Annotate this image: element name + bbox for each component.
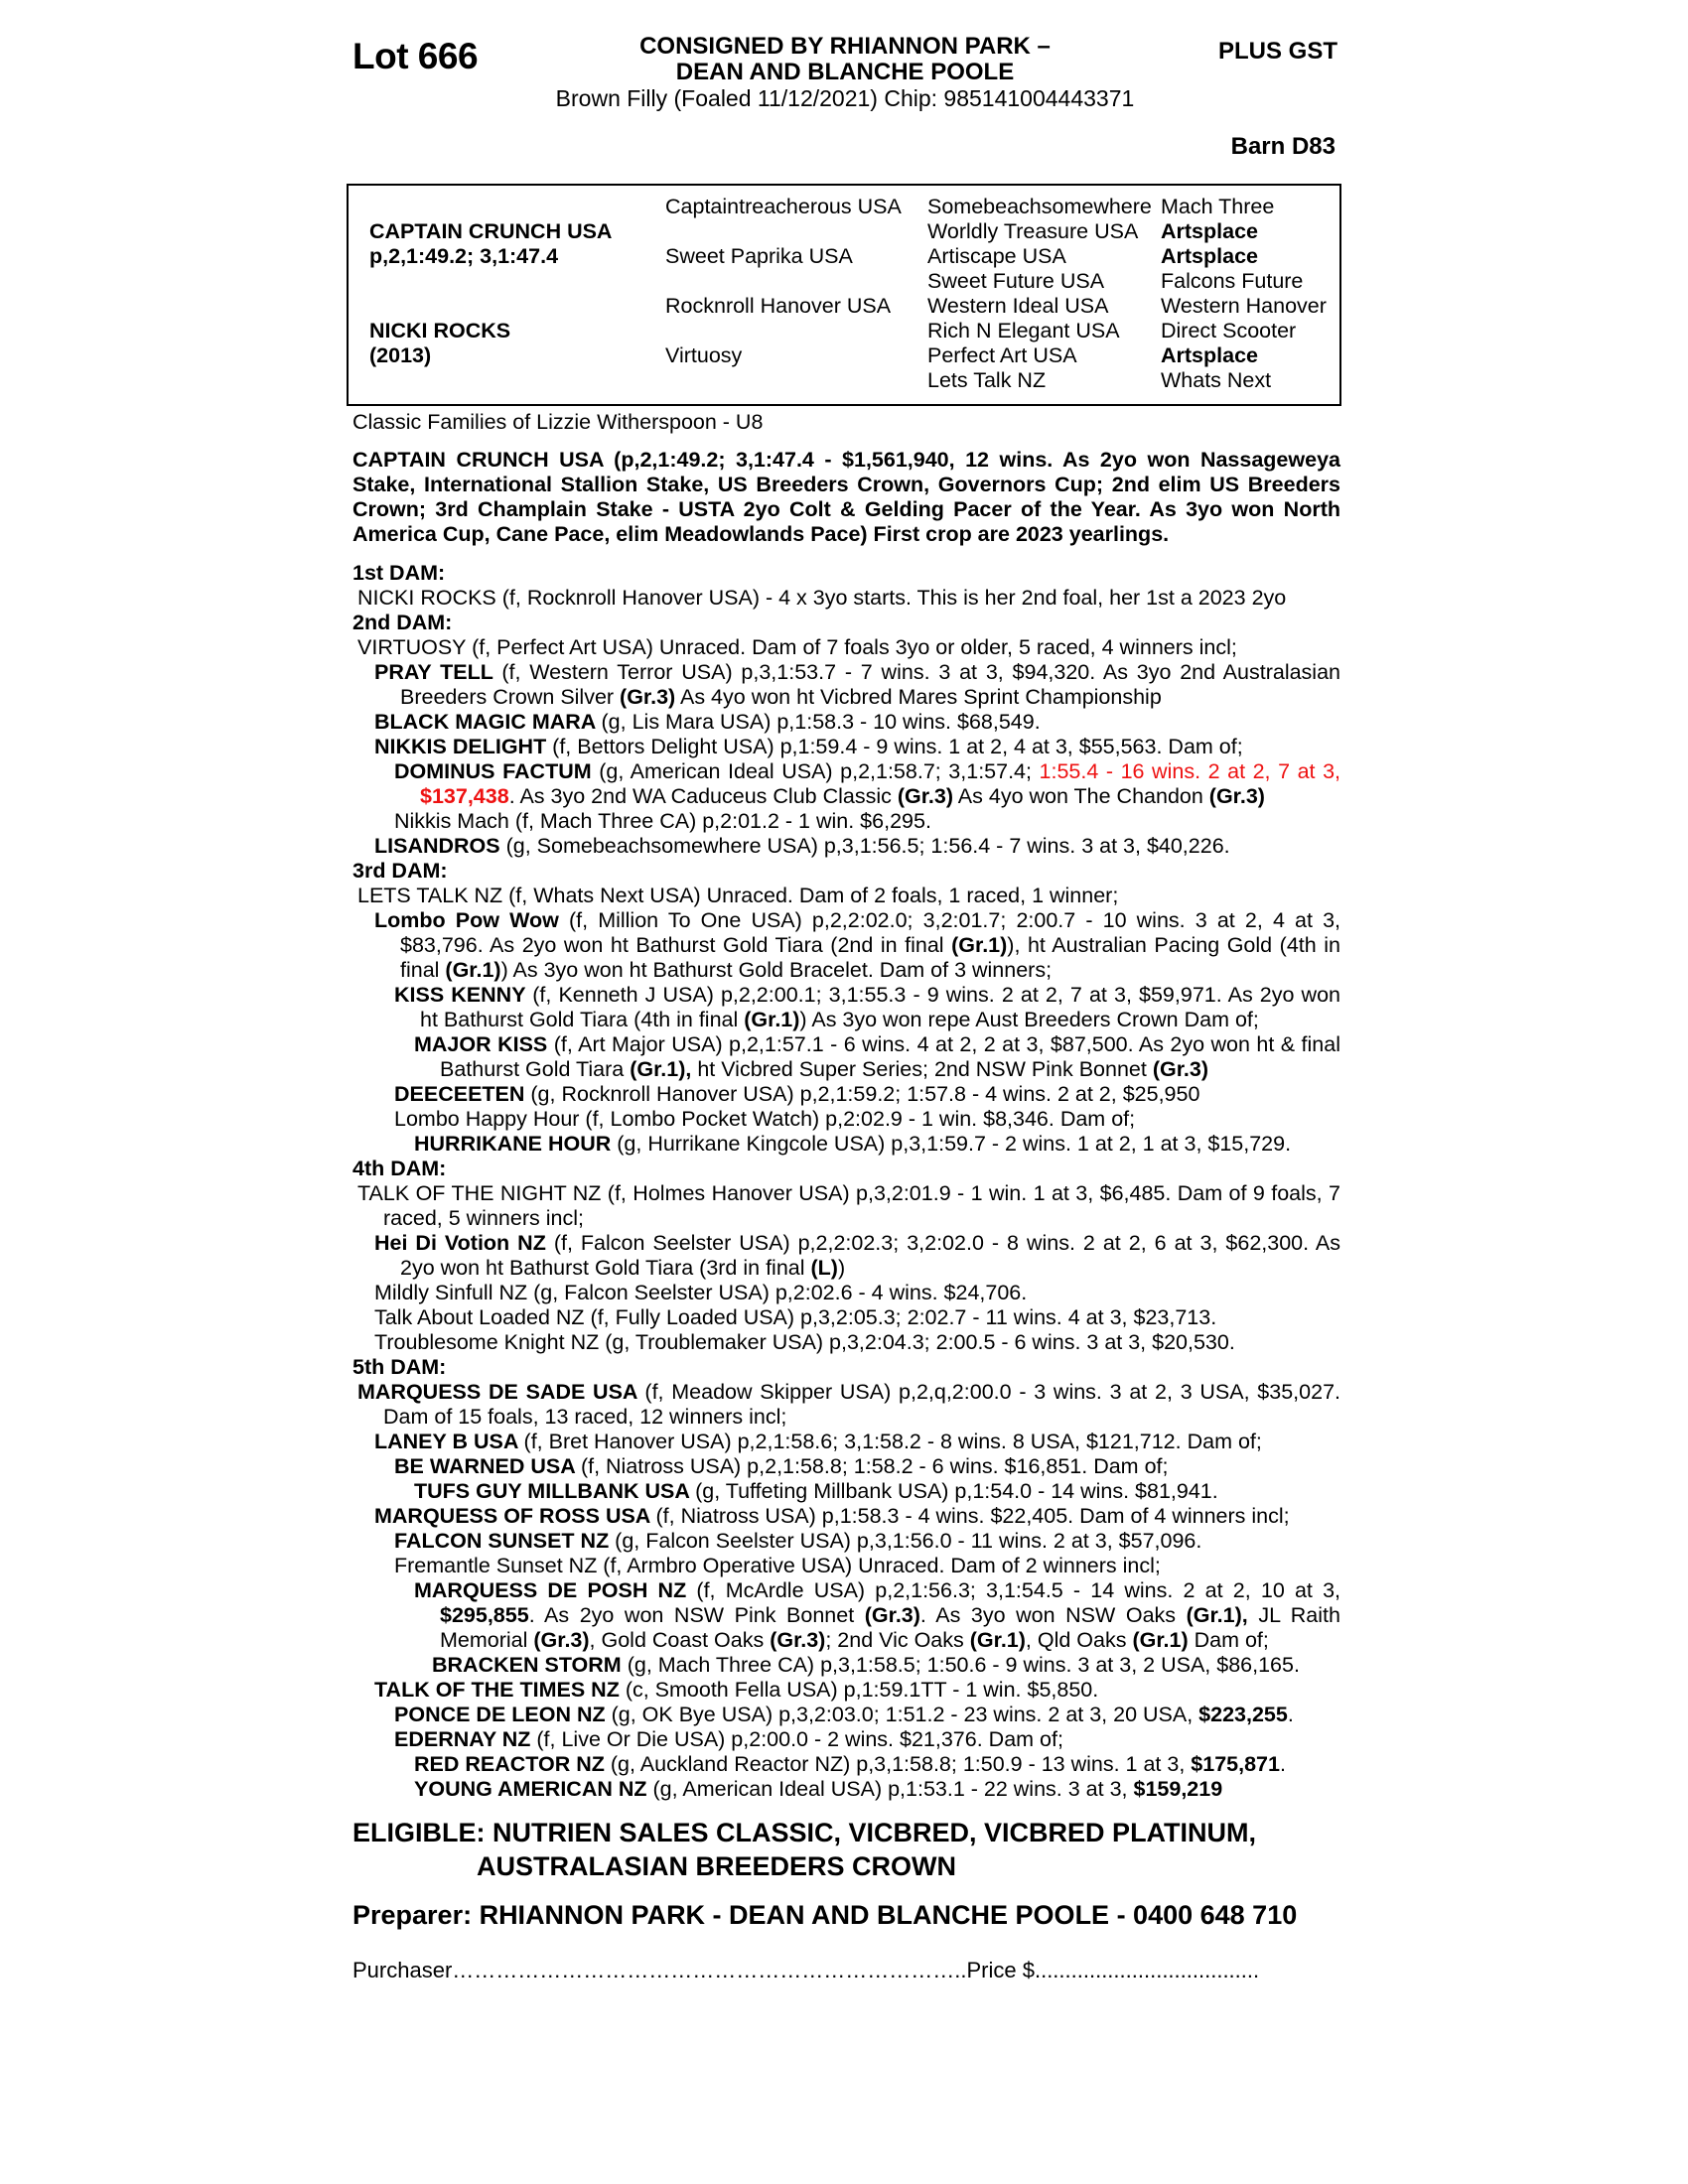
text-segment: (g, Auckland Reactor NZ) p,3,1:58.8; 1:50.9 - 13 wins. 1 at 3, bbox=[610, 1752, 1192, 1776]
text-segment: (Gr.1), bbox=[630, 1057, 692, 1081]
text-segment: . bbox=[1279, 1752, 1286, 1776]
pedigree-line bbox=[352, 1703, 1340, 1727]
pedigree-line bbox=[352, 1132, 1340, 1157]
text-segment: (Gr.3) bbox=[864, 1603, 920, 1627]
pedigree-line bbox=[352, 710, 1340, 735]
text-segment: MARQUESS DE POSH NZ bbox=[414, 1578, 697, 1602]
foaling-details: Brown Filly (Foaled 11/12/2021) Chip: 985141004443371 bbox=[555, 85, 1135, 111]
pedigree-table bbox=[347, 184, 1341, 406]
pedigree-cell-grandparent: Worldly Treasure USA bbox=[927, 219, 1139, 243]
pedigree-line bbox=[352, 611, 1340, 635]
text-segment: (g, Hurrikane Kingcole USA) p,3,1:59.7 - 2 wins. 1 at 2, 1 at 3, $15,729. bbox=[617, 1132, 1292, 1156]
text-segment: NICKI ROCKS (f, Rocknroll Hanover USA) - 4 x 3yo starts. This is her 2nd foal, her 1st a 2023 2yo bbox=[357, 586, 1287, 610]
text-segment: (Gr.1) bbox=[951, 933, 1008, 957]
text-segment: (f, Million To One USA) p,2,2:02.0; 3,2:01.7; 2:00.7 - 10 wins. 3 at 2, 4 at 3, $83,796. As 2yo won ht Bathurst Gold Tiara (2nd in final bbox=[400, 908, 1340, 957]
text-segment: Troublesome Knight NZ (g, Troublemaker USA) p,3,2:04.3; 2:00.5 - 6 wins. 3 at 3, $20,530. bbox=[374, 1330, 1235, 1354]
pedigree-cell-grandparent: Lets Talk NZ bbox=[927, 368, 1047, 392]
pedigree-line bbox=[352, 1281, 1340, 1305]
pedigree-cell-grandparent: Western Ideal USA bbox=[927, 294, 1109, 318]
pedigree-cell-parent: Rocknroll Hanover USA bbox=[665, 294, 892, 318]
text-segment: BRACKEN STORM bbox=[432, 1653, 628, 1677]
text-segment: LISANDROS bbox=[374, 834, 506, 858]
text-segment: (g, Tuffeting Millbank USA) p,1:54.0 - 14 wins. $81,941. bbox=[695, 1479, 1218, 1503]
text-segment: , Qld Oaks bbox=[1025, 1628, 1133, 1652]
pedigree-line bbox=[352, 1082, 1340, 1107]
page-header bbox=[352, 30, 1337, 179]
pedigree-line bbox=[352, 1380, 1340, 1430]
text-segment: (f, Bret Hanover USA) p,2,1:58.6; 3,1:58.2 - 8 wins. 8 USA, $121,712. Dam of; bbox=[523, 1430, 1262, 1453]
text-segment: PONCE DE LEON NZ bbox=[394, 1703, 612, 1726]
text-segment: (f, Niatross USA) p,2,1:58.8; 1:58.2 - 6 wins. $16,851. Dam of; bbox=[580, 1454, 1169, 1478]
text-segment: (g, American Ideal USA) p,2,1:58.7; 3,1:57.4; bbox=[599, 759, 1040, 783]
consignor-block bbox=[352, 34, 1337, 111]
pedigree-cell-subject: CAPTAIN CRUNCH USA bbox=[369, 219, 613, 243]
family-line: Classic Families of Lizzie Witherspoon - U8 bbox=[352, 410, 764, 434]
consignor-line2: DEAN AND BLANCHE POOLE bbox=[675, 59, 1015, 85]
pedigree-cell-greatgrandparent: Artsplace bbox=[1161, 244, 1258, 268]
pedigree-cell-greatgrandparent: Artsplace bbox=[1161, 343, 1258, 367]
text-segment: (f, McArdle USA) p,2,1:56.3; 3,1:54.5 - 14 wins. 2 at 2, 10 at 3, bbox=[696, 1578, 1340, 1602]
text-segment: (g, Mach Three CA) p,3,1:58.5; 1:50.6 - 9 wins. 3 at 3, 2 USA, $86,165. bbox=[627, 1653, 1300, 1677]
text-segment: (Gr.1) bbox=[744, 1008, 800, 1031]
pedigree-row bbox=[349, 269, 1339, 294]
text-segment: (Gr.3) bbox=[897, 784, 954, 808]
purchaser-price-line: Purchaser……………………………………………………………..Price $..................................... bbox=[352, 1958, 1260, 1982]
text-segment: JL Raith Memorial bbox=[440, 1603, 1340, 1652]
text-segment: Lombo Happy Hour (f, Lombo Pocket Watch) p,2:02.9 - 1 win. $8,346. Dam of; bbox=[394, 1107, 1136, 1131]
consignor-line1: CONSIGNED BY RHIANNON PARK – bbox=[639, 33, 1051, 60]
text-segment: (f, Niatross USA) p,1:58.3 - 4 wins. $22,405. Dam of 4 winners incl; bbox=[655, 1504, 1290, 1528]
text-segment: (Gr.1) bbox=[969, 1628, 1026, 1652]
pedigree-line bbox=[352, 1777, 1340, 1802]
pedigree-cell-grandparent: Rich N Elegant USA bbox=[927, 319, 1120, 342]
text-segment: 1:55.4 - 16 wins. 2 at 2, 7 at 3, bbox=[1039, 759, 1341, 783]
text-segment: Mildly Sinfull NZ (g, Falcon Seelster USA) p,2:02.6 - 4 wins. $24,706. bbox=[374, 1281, 1028, 1304]
text-segment: (c, Smooth Fella USA) p,1:59.1TT - 1 win. $5,850. bbox=[625, 1678, 1099, 1702]
pedigree-line bbox=[352, 1678, 1340, 1703]
pedigree-row bbox=[349, 319, 1339, 343]
text-segment: (f, Art Major USA) p,2,1:57.1 - 6 wins. 4 at 2, 2 at 3, $87,500. As 2yo won ht & final Bathurst Gold Tiara bbox=[440, 1032, 1340, 1081]
text-segment: $159,219 bbox=[1133, 1777, 1223, 1801]
text-segment: Talk About Loaded NZ (f, Fully Loaded USA) p,3,2:05.3; 2:02.7 - 11 wins. 4 at 3, $23,713. bbox=[374, 1305, 1217, 1329]
text-segment: ; 2nd Vic Oaks bbox=[825, 1628, 970, 1652]
pedigree-line bbox=[352, 1653, 1340, 1678]
text-segment: 2nd DAM: bbox=[352, 611, 453, 634]
text-segment: NIKKIS DELIGHT bbox=[374, 735, 553, 758]
pedigree-line bbox=[352, 1107, 1340, 1132]
pedigree-line bbox=[352, 1529, 1340, 1554]
barn-number: Barn D83 bbox=[1230, 133, 1336, 160]
pedigree-row bbox=[349, 368, 1339, 393]
pedigree-cell-grandparent: Artiscape USA bbox=[927, 244, 1066, 268]
pedigree-row bbox=[349, 343, 1339, 368]
text-segment: (Gr.1), bbox=[1186, 1603, 1248, 1627]
text-segment: ) As 3yo won repe Aust Breeders Crown Dam of; bbox=[799, 1008, 1259, 1031]
pedigree-cell-subject: (2013) bbox=[369, 343, 432, 367]
text-segment: . bbox=[1287, 1703, 1294, 1726]
pedigree-row bbox=[349, 195, 1339, 219]
pedigree-cell-grandparent: Sweet Future USA bbox=[927, 269, 1105, 293]
pedigree-line bbox=[352, 1355, 1340, 1380]
pedigree-line bbox=[352, 834, 1340, 859]
pedigree-line bbox=[352, 1479, 1340, 1504]
pedigree-line bbox=[352, 1231, 1340, 1281]
text-segment: ) As 3yo won ht Bathurst Gold Bracelet. Dam of 3 winners; bbox=[500, 958, 1053, 982]
pedigree-line bbox=[352, 983, 1340, 1032]
text-segment: KISS KENNY bbox=[394, 983, 533, 1007]
text-segment: EDERNAY NZ bbox=[394, 1727, 537, 1751]
text-segment: BE WARNED USA bbox=[394, 1454, 581, 1478]
pedigree-row bbox=[349, 219, 1339, 244]
pedigree-line bbox=[352, 1157, 1340, 1181]
pedigree-line bbox=[352, 561, 1340, 586]
pedigree-line bbox=[352, 1330, 1340, 1355]
text-segment: . As 2yo won NSW Pink Bonnet bbox=[528, 1603, 865, 1627]
text-segment: Fremantle Sunset NZ (f, Armbro Operative USA) Unraced. Dam of 2 winners incl; bbox=[394, 1554, 1161, 1577]
pedigree-line bbox=[352, 1752, 1340, 1777]
pedigree-line bbox=[352, 1430, 1340, 1454]
text-segment: (f, Live Or Die USA) p,2:00.0 - 2 wins. $21,376. Dam of; bbox=[536, 1727, 1063, 1751]
pedigree-line bbox=[352, 660, 1340, 710]
text-segment: HURRIKANE HOUR bbox=[414, 1132, 618, 1156]
text-segment: MAJOR KISS bbox=[414, 1032, 554, 1056]
pedigree-line bbox=[352, 635, 1340, 660]
catalog-body bbox=[352, 410, 1340, 1982]
text-segment: LETS TALK NZ (f, Whats Next USA) Unraced. Dam of 2 foals, 1 raced, 1 winner; bbox=[357, 884, 1119, 907]
pedigree-cell-grandparent: Somebeachsomewhere bbox=[927, 195, 1152, 218]
text-segment: $223,255 bbox=[1198, 1703, 1288, 1726]
text-segment: TUFS GUY MILLBANK USA bbox=[414, 1479, 696, 1503]
pedigree-cell-greatgrandparent: Artsplace bbox=[1161, 219, 1258, 243]
pedigree-cell-subject: NICKI ROCKS bbox=[369, 319, 511, 342]
pedigree-cell-greatgrandparent: Whats Next bbox=[1161, 368, 1272, 392]
pedigree-cell-greatgrandparent: Direct Scooter bbox=[1161, 319, 1297, 342]
text-segment: Nikkis Mach (f, Mach Three CA) p,2:01.2 - 1 win. $6,295. bbox=[394, 809, 931, 833]
text-segment: ) bbox=[837, 1256, 846, 1280]
text-segment: BLACK MAGIC MARA bbox=[374, 710, 602, 734]
pedigree-cell-subject: p,2,1:49.2; 3,1:47.4 bbox=[369, 244, 559, 268]
text-segment: (f, Kenneth J USA) p,2,2:00.1; 3,1:55.3 - 9 wins. 2 at 2, 7 at 3, $59,971. As 2yo won ht Bathurst Gold Tiara (4th in final bbox=[420, 983, 1341, 1031]
text-segment: (g, Lis Mara USA) p,1:58.3 - 10 wins. $68,549. bbox=[601, 710, 1041, 734]
pedigree-line bbox=[352, 1454, 1340, 1479]
eligible-line1: ELIGIBLE: NUTRIEN SALES CLASSIC, VICBRED, VICBRED PLATINUM, bbox=[352, 1818, 1257, 1847]
text-segment: 4th DAM: bbox=[352, 1157, 447, 1180]
pedigree-cell-greatgrandparent: Western Hanover bbox=[1161, 294, 1327, 318]
pedigree-line bbox=[352, 759, 1340, 809]
dam-pedigree-text bbox=[352, 561, 1340, 1802]
pedigree-line bbox=[352, 1727, 1340, 1752]
text-segment: . As 3yo won NSW Oaks bbox=[919, 1603, 1187, 1627]
pedigree-row bbox=[349, 294, 1339, 319]
text-segment: 3rd DAM: bbox=[352, 859, 448, 883]
text-segment: MARQUESS OF ROSS USA bbox=[374, 1504, 656, 1528]
text-segment: VIRTUOSY (f, Perfect Art USA) Unraced. Dam of 7 foals 3yo or older, 5 raced, 4 winners incl; bbox=[357, 635, 1237, 659]
text-segment: (Gr.3) bbox=[1208, 784, 1265, 808]
pedigree-line bbox=[352, 1181, 1340, 1231]
pedigree-line bbox=[352, 1305, 1340, 1330]
pedigree-line bbox=[352, 586, 1340, 611]
text-segment: (Gr.3) bbox=[770, 1628, 826, 1652]
text-segment: As 4yo won The Chandon bbox=[953, 784, 1209, 808]
text-segment: FALCON SUNSET NZ bbox=[394, 1529, 616, 1553]
pedigree-line bbox=[352, 884, 1340, 908]
text-segment: , Gold Coast Oaks bbox=[589, 1628, 771, 1652]
text-segment: TALK OF THE TIMES NZ bbox=[374, 1678, 626, 1702]
text-segment: TALK OF THE NIGHT NZ (f, Holmes Hanover USA) p,3,2:01.9 - 1 win. 1 at 3, $6,485. Dam of 9 foals, 7 raced, 5 winners incl; bbox=[357, 1181, 1340, 1230]
text-segment: $175,871 bbox=[1191, 1752, 1280, 1776]
text-segment: (f, Falcon Seelster USA) p,2,2:02.3; 3,2:02.0 - 8 wins. 2 at 2, 6 at 3, $62,300. As 2yo won ht Bathurst Gold Tiara (3rd in final bbox=[400, 1231, 1340, 1280]
text-segment: (Gr.3) bbox=[533, 1628, 590, 1652]
text-segment: (g, American Ideal USA) p,1:53.1 - 22 wins. 3 at 3, bbox=[652, 1777, 1134, 1801]
text-segment: (f, Western Terror USA) p,3,1:53.7 - 7 wins. 3 at 3, $94,320. As 3yo 2nd Australasian Breeders Crown Silver bbox=[400, 660, 1340, 709]
text-segment: . As 3yo 2nd WA Caduceus Club Classic bbox=[508, 784, 898, 808]
text-segment: LANEY B USA bbox=[374, 1430, 524, 1453]
pedigree-line bbox=[352, 735, 1340, 759]
text-segment: (Gr.1) bbox=[1132, 1628, 1189, 1652]
text-segment: DOMINUS FACTUM bbox=[394, 759, 600, 783]
pedigree-line bbox=[352, 1578, 1340, 1653]
pedigree-cell-parent: Sweet Paprika USA bbox=[665, 244, 853, 268]
text-segment: (Gr.3) bbox=[1152, 1057, 1208, 1081]
text-segment: (f, Bettors Delight USA) p,1:59.4 - 9 wins. 1 at 2, 4 at 3, $55,563. Dam of; bbox=[552, 735, 1243, 758]
text-segment: Lombo Pow Wow bbox=[374, 908, 569, 932]
pedigree-line bbox=[352, 1554, 1340, 1578]
text-segment: Dam of; bbox=[1188, 1628, 1269, 1652]
text-segment: As 4yo won ht Vicbred Mares Sprint Championship bbox=[675, 685, 1162, 709]
plus-gst-label: PLUS GST bbox=[1217, 38, 1337, 65]
pedigree-line bbox=[352, 1504, 1340, 1529]
sire-paragraph: CAPTAIN CRUNCH USA (p,2,1:49.2; 3,1:47.4 - $1,561,940, 12 wins. As 2yo won Nassageweya Stake, International Stallion Stake, US Breeders Crown, Governors Cup; 2nd elim US Breeders Crown; 3rd Champlain Stake - USTA 2yo Colt & Gelding Pacer of the Year. As 3yo won North America Cup, Cane Pace, elim Meadowlands Pace) First crop are 2023 yearlings. bbox=[352, 448, 1340, 546]
text-segment: PRAY TELL bbox=[374, 660, 502, 684]
text-segment: (L) bbox=[810, 1256, 838, 1280]
text-segment: ht Vicbred Super Series; 2nd NSW Pink Bonnet bbox=[691, 1057, 1153, 1081]
pedigree-line bbox=[352, 908, 1340, 983]
pedigree-line bbox=[352, 859, 1340, 884]
text-segment: RED REACTOR NZ bbox=[414, 1752, 611, 1776]
pedigree-cell-grandparent: Perfect Art USA bbox=[927, 343, 1077, 367]
text-segment: 5th DAM: bbox=[352, 1355, 447, 1379]
text-segment: (g, OK Bye USA) p,3,2:03.0; 1:51.2 - 23 wins. 2 at 3, 20 USA, bbox=[611, 1703, 1199, 1726]
pedigree-cell-parent: Captaintreacherous USA bbox=[665, 195, 902, 218]
text-segment: (g, Falcon Seelster USA) p,3,1:56.0 - 11 wins. 2 at 3, $57,096. bbox=[615, 1529, 1202, 1553]
pedigree-cell-greatgrandparent: Falcons Future bbox=[1161, 269, 1304, 293]
text-segment: $295,855 bbox=[440, 1603, 529, 1627]
eligible-line2: AUSTRALASIAN BREEDERS CROWN bbox=[477, 1851, 957, 1881]
pedigree-cell-greatgrandparent: Mach Three bbox=[1161, 195, 1275, 218]
pedigree-line bbox=[352, 809, 1340, 834]
text-segment: (g, Somebeachsomewhere USA) p,3,1:56.5; 1:56.4 - 7 wins. 3 at 3, $40,226. bbox=[505, 834, 1230, 858]
text-segment: (Gr.3) bbox=[620, 685, 676, 709]
text-segment: $137,438 bbox=[420, 784, 509, 808]
text-segment: (Gr.1) bbox=[445, 958, 501, 982]
lot-number: Lot 666 bbox=[352, 36, 479, 76]
text-segment: DEECEETEN bbox=[394, 1082, 531, 1106]
pedigree-cell-parent: Virtuosy bbox=[665, 343, 743, 367]
eligibility-block bbox=[352, 1816, 1340, 1883]
text-segment: (g, Rocknroll Hanover USA) p,2,1:59.2; 1:57.8 - 4 wins. 2 at 2, $25,950 bbox=[530, 1082, 1200, 1106]
pedigree-row bbox=[349, 244, 1339, 269]
text-segment: MARQUESS DE SADE USA bbox=[357, 1380, 645, 1404]
text-segment: Hei Di Votion NZ bbox=[374, 1231, 554, 1255]
text-segment: ), ht Australian Pacing Gold (4th in final bbox=[400, 933, 1340, 982]
pedigree-line bbox=[352, 1032, 1340, 1082]
text-segment: (f, Meadow Skipper USA) p,2,q,2:00.0 - 3 wins. 3 at 2, 3 USA, $35,027. Dam of 15 foals, 13 raced, 12 winners incl; bbox=[383, 1380, 1341, 1429]
text-segment: YOUNG AMERICAN NZ bbox=[414, 1777, 653, 1801]
preparer-line: Preparer: RHIANNON PARK - DEAN AND BLANCHE POOLE - 0400 648 710 bbox=[352, 1900, 1298, 1930]
text-segment: 1st DAM: bbox=[352, 561, 446, 585]
